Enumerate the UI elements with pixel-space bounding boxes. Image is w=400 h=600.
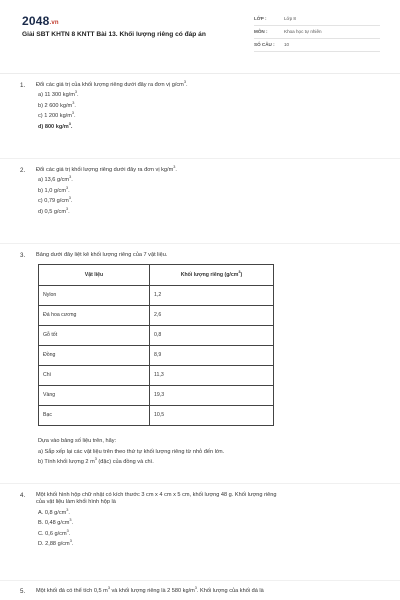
option-text: c) 1 200 kg/m	[38, 113, 72, 120]
table-row	[39, 386, 274, 406]
table-row	[39, 326, 274, 346]
option-a: a) 13,6 $g/cm^3$.	[38, 175, 73, 184]
logo-text: 2048	[22, 14, 50, 28]
option-text: a) 13,6 g/cm	[38, 177, 70, 184]
option-b: b) 2 600 $kg/m^3$.	[38, 100, 76, 109]
page-header	[0, 0, 400, 78]
option-b: b) 1,0 $g/cm^3$.	[38, 185, 70, 194]
option-text: b) 1,0 g/cm	[38, 187, 66, 194]
table-cell: Gỗ tốt	[39, 326, 150, 346]
table-cell: Đồng	[39, 346, 150, 366]
option-c: c) 0,79 $g/cm^3$.	[38, 196, 73, 205]
question-text-body: Đổi các giá trị khối lượng riêng dưới đây ra đơn vị kg/m	[36, 167, 174, 173]
question-3-tasks	[20, 438, 382, 470]
table-cell: Chì	[39, 366, 150, 386]
table-row	[39, 406, 274, 426]
option-text: c) 0,79 g/cm	[38, 198, 69, 205]
option-c: c) 1 200 $kg/m^3$.	[38, 111, 76, 120]
option-d: D. 2,88 $g/cm^3$.	[38, 539, 74, 548]
question-divider	[0, 158, 400, 159]
column-header-material: Vật liệu	[39, 265, 150, 286]
column-header-text: Khối lượng riêng (g/cm	[180, 271, 239, 278]
question-text-part: Một khối đá có thể tích 0,5 m	[36, 588, 108, 594]
table-cell: Bạc	[39, 406, 150, 426]
option-a: A. 0,8 $g/cm^3$.	[38, 507, 70, 516]
table-cell: Vàng	[39, 386, 150, 406]
meta-label: LỚP :	[254, 16, 267, 22]
question-3	[20, 252, 382, 259]
option-b: B. 0,48 $g/cm^3$.	[38, 518, 74, 527]
table-cell: 1,2	[150, 286, 274, 306]
table-cell: 2,6	[150, 306, 274, 326]
table-cell: Nylon	[39, 286, 150, 306]
question-text: Một khối đá có thể tích 0,5 $m^3$ và khối lượng riêng là 2 580 $kg/m^3$. Khối lượng của khối đá là	[36, 586, 264, 594]
options-list	[38, 177, 382, 219]
question-text-continued: của vật liệu làm khối hình hộp là	[36, 499, 116, 506]
page-title: Giải SBT KHTN 8 KNTT Bài 13. Khối lượng riêng có đáp án	[22, 31, 206, 38]
option-d: d) 800 $kg/m^3$.	[38, 121, 73, 130]
question-text: Đổi các giá trị của khối lượng riêng dưới đây ra đơn vị $g/cm^3$.	[36, 80, 188, 88]
question-divider	[0, 483, 400, 484]
sub-question-text: (đặc) của đồng và chì.	[96, 459, 154, 465]
question-instruction: Dựa vào bảng số liệu trên, hãy:	[38, 438, 117, 444]
table-cell: 8,9	[150, 346, 274, 366]
meta-row-grade	[254, 13, 380, 26]
option-text: D. 2,88 g/cm	[38, 541, 70, 548]
table-cell: Đá hoa cương	[39, 306, 150, 326]
option-text: B. 0,48 g/cm	[38, 520, 70, 527]
question-text: Bảng dưới đây liệt kê khối lượng riêng của 7 vật liệu.	[36, 252, 168, 258]
table-cell: 0,8	[150, 326, 274, 346]
meta-value: Khoa học tự nhiên	[284, 29, 322, 35]
meta-value: 10	[284, 42, 290, 48]
sub-question-b: b) Tính khối lượng 2 $m^3$ (đặc) của đồng và chì.	[38, 457, 154, 465]
question-text-part: . Khối lượng của khối đá là	[196, 588, 264, 594]
question-4	[20, 492, 382, 552]
meta-value: Lớp 8	[284, 16, 296, 22]
question-divider	[0, 243, 400, 244]
question-number: 4.	[20, 492, 26, 499]
meta-label: MÔN :	[254, 29, 268, 35]
column-header-density: Khối lượng riêng $(g/cm^3)$	[150, 265, 274, 286]
table-cell: 10,5	[150, 406, 274, 426]
option-text: A. 0,8 g/cm	[38, 509, 67, 516]
logo-suffix: .vn	[49, 20, 59, 26]
question-text: Đổi các giá trị khối lượng riêng dưới đây ra đơn vị $kg/m^3$.	[36, 165, 177, 173]
question-divider	[0, 580, 400, 581]
option-text: d) 0,5 g/cm	[38, 208, 66, 215]
options-list	[38, 92, 382, 134]
table-row	[39, 366, 274, 386]
question-5	[20, 588, 382, 595]
table-row	[39, 306, 274, 326]
question-number: 5.	[20, 588, 26, 595]
question-text-part: và khối lượng riêng là 2 580 kg/m	[109, 588, 195, 594]
question-number: 1.	[20, 82, 26, 89]
site-logo[interactable]	[22, 14, 59, 30]
meta-row-count	[254, 39, 380, 52]
meta-row-subject	[254, 26, 380, 39]
option-text: a) 11 300 kg/m	[38, 92, 75, 99]
option-text: C. 0,6 g/cm	[38, 530, 67, 537]
option-d: d) 0,5 $g/cm^3$.	[38, 206, 70, 215]
option-text: b) 2 600 kg/m	[38, 102, 73, 109]
table-cell: 11,3	[150, 366, 274, 386]
question-text-body: Đổi các giá trị của khối lượng riêng dưới đây ra đơn vị g/cm	[36, 82, 184, 88]
meta-label: SỐ CÂU :	[254, 42, 275, 48]
question-text: Một khối hình hộp chữ nhật có kích thước 3 cm x 4 cm x 5 cm, khối lượng 48 g. Khối lượng riêng	[36, 492, 277, 498]
option-c: C. 0,6 $g/cm^3$.	[38, 528, 71, 537]
header-divider	[0, 73, 400, 74]
option-text: d) 800 kg/m	[38, 123, 69, 130]
question-number: 3.	[20, 252, 26, 259]
meta-info	[254, 13, 380, 52]
table-cell: 19,3	[150, 386, 274, 406]
question-2	[20, 167, 382, 219]
options-list	[38, 507, 382, 552]
question-1	[20, 82, 382, 134]
question-number: 2.	[20, 167, 26, 174]
sub-question-text: b) Tính khối lượng 2 m	[38, 459, 95, 465]
option-a: a) 11 300 $kg/m^3$.	[38, 90, 79, 99]
table-row	[39, 286, 274, 306]
density-table	[38, 264, 274, 426]
table-header-row	[39, 265, 274, 286]
sub-question-a: a) Sắp xếp lại các vật liệu trên theo thứ tự khối lượng riêng từ nhỏ đến lớn.	[38, 448, 225, 455]
table-row	[39, 346, 274, 366]
